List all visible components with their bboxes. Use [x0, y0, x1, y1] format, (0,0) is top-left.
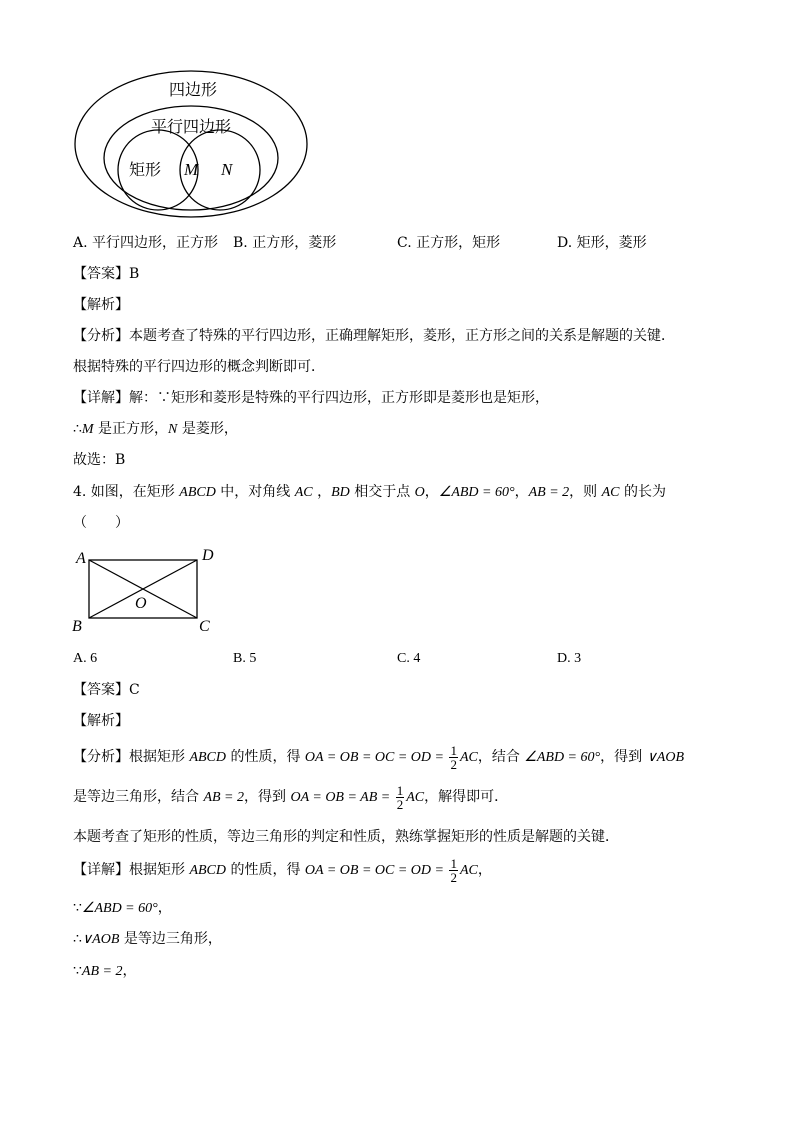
answer-value: B: [129, 266, 140, 282]
fraction-numerator: 1: [396, 782, 404, 798]
fraction-denominator: 2: [450, 756, 457, 772]
q3-option-a: A. 平行四边形，正方形: [73, 235, 219, 251]
text: 根据矩形: [129, 862, 190, 878]
fig-label-a: A: [76, 550, 86, 567]
text: 是等边三角形，: [119, 931, 222, 947]
q4-analysis-tag: 【解析】: [73, 713, 129, 729]
fraction-one-half: [396, 784, 405, 811]
math: AB = 2: [528, 485, 570, 500]
therefore-symbol: ∴: [73, 931, 82, 947]
text: 是菱形，: [177, 421, 238, 437]
q4-fenxi-line-3: 本题考查了矩形的性质，等边三角形的判定和性质，熟练掌握矩形的性质是解题的关键．: [73, 829, 619, 845]
text: ，: [477, 862, 492, 878]
math: OA = OB = OC = OD =: [304, 750, 448, 765]
q4-xiangjie-line-3: [73, 931, 222, 949]
text: ，得到: [600, 749, 647, 765]
fig-label-b: B: [72, 618, 82, 635]
var-m: M: [81, 422, 94, 437]
fig-label-d: D: [202, 547, 214, 564]
text: 相交于点: [349, 484, 415, 500]
var-n: N: [168, 422, 178, 437]
math: OA = OB = OC = OD =: [304, 863, 448, 878]
q3-choice-line: 故选：B: [73, 452, 126, 468]
answer-tag: 【答案】: [73, 682, 129, 698]
q4-option-d: D. 3: [557, 651, 582, 666]
xiangjie-tag: 【详解】: [73, 862, 129, 878]
fraction-numerator: 1: [450, 855, 457, 871]
text: ，得到: [244, 789, 291, 805]
text: 的性质，得: [226, 749, 305, 765]
text: ，解得即可．: [424, 789, 509, 805]
text: 4. 如图，在矩形: [73, 484, 180, 500]
venn-center-label: M: [184, 160, 199, 179]
math: ABCD: [189, 863, 227, 878]
text: 是等边三角形，结合: [73, 789, 204, 805]
q3-option-b: B. 正方形，菱形: [233, 235, 337, 251]
fig-label-o: O: [135, 595, 147, 612]
text: 的性质，得: [226, 862, 305, 878]
venn-right-label: N: [221, 160, 233, 179]
q4-option-a: A. 6: [73, 651, 98, 666]
fraction-one-half: [449, 857, 458, 884]
fraction-denominator: 2: [450, 869, 457, 885]
text: 根据矩形: [129, 749, 190, 765]
text: ，: [424, 484, 439, 500]
q4-option-c: C. 4: [397, 651, 421, 666]
fraction-numerator: 1: [450, 742, 457, 758]
q3-analysis-tag: 【解析】: [73, 297, 129, 313]
math: OA = OB = AB =: [290, 790, 394, 805]
text: ，: [122, 963, 137, 979]
q4-xiangjie-line-4: [73, 963, 136, 981]
because-symbol: ∵: [73, 900, 82, 916]
math: AC: [459, 863, 478, 878]
math: AC: [601, 485, 620, 500]
venn-middle-label: 平行四边形: [151, 117, 232, 136]
fenxi-text: 本题考查了特殊的平行四边形，正确理解矩形，菱形，正方形之间的关系是解题的关键．: [129, 328, 675, 344]
answer-tag: 【答案】: [73, 266, 129, 282]
venn-left-label: 矩形: [129, 160, 162, 179]
q4-xiangjie-line-1: [73, 852, 492, 889]
math: AB = 2: [81, 964, 123, 979]
math: BD: [331, 485, 350, 500]
math: AC: [406, 790, 425, 805]
math: ∠ABD = 60°: [81, 901, 158, 916]
q4-fenxi-line-2: [73, 779, 508, 816]
text: 中，对角线: [215, 484, 295, 500]
q4-fenxi-line-1: [73, 739, 684, 776]
q3-fenxi-line-2: 根据特殊的平行四边形的概念判断即可．: [73, 359, 325, 375]
xiangjie-tag: 【详解】: [73, 390, 129, 406]
q3-option-d: D. 矩形，菱形: [557, 235, 647, 251]
math: ABCD: [189, 750, 227, 765]
math: AC: [459, 750, 478, 765]
fig-label-c: C: [199, 618, 210, 635]
math: ∠ABD = 60°: [438, 485, 515, 500]
math: ∨AOB: [81, 932, 120, 947]
answer-value: C: [129, 682, 140, 698]
text: ，: [157, 900, 172, 916]
fraction-denominator: 2: [396, 796, 404, 812]
text: ，: [514, 484, 529, 500]
fenxi-tag: 【分析】: [73, 328, 129, 344]
fenxi-tag: 【分析】: [73, 749, 129, 765]
q4-option-b: B. 5: [233, 651, 257, 666]
xiangjie-text: 解：∵矩形和菱形是特殊的平行四边形，正方形即是菱形也是矩形，: [129, 390, 549, 406]
venn-outer-label: 四边形: [169, 80, 218, 99]
q4-stem-blank: （ ）: [73, 515, 129, 531]
therefore-symbol: ∴: [73, 421, 82, 437]
text: 的长为: [619, 484, 666, 500]
text: ，则: [569, 484, 602, 500]
math: ∠ABD = 60°: [524, 750, 601, 765]
text: ，结合: [477, 749, 525, 765]
because-symbol: ∵: [73, 963, 82, 979]
text: 是正方形，: [93, 421, 169, 437]
math: O: [414, 485, 425, 500]
q4-answer-line: [73, 682, 140, 699]
fraction-one-half: [449, 744, 458, 771]
math: ABCD: [179, 485, 216, 500]
text: ，: [312, 484, 332, 500]
q4-xiangjie-line-2: [73, 900, 172, 918]
math: AC: [294, 485, 313, 500]
math: ∨AOB: [646, 750, 685, 765]
q3-option-c: C. 正方形，矩形: [397, 235, 501, 251]
math: AB = 2: [203, 790, 245, 805]
